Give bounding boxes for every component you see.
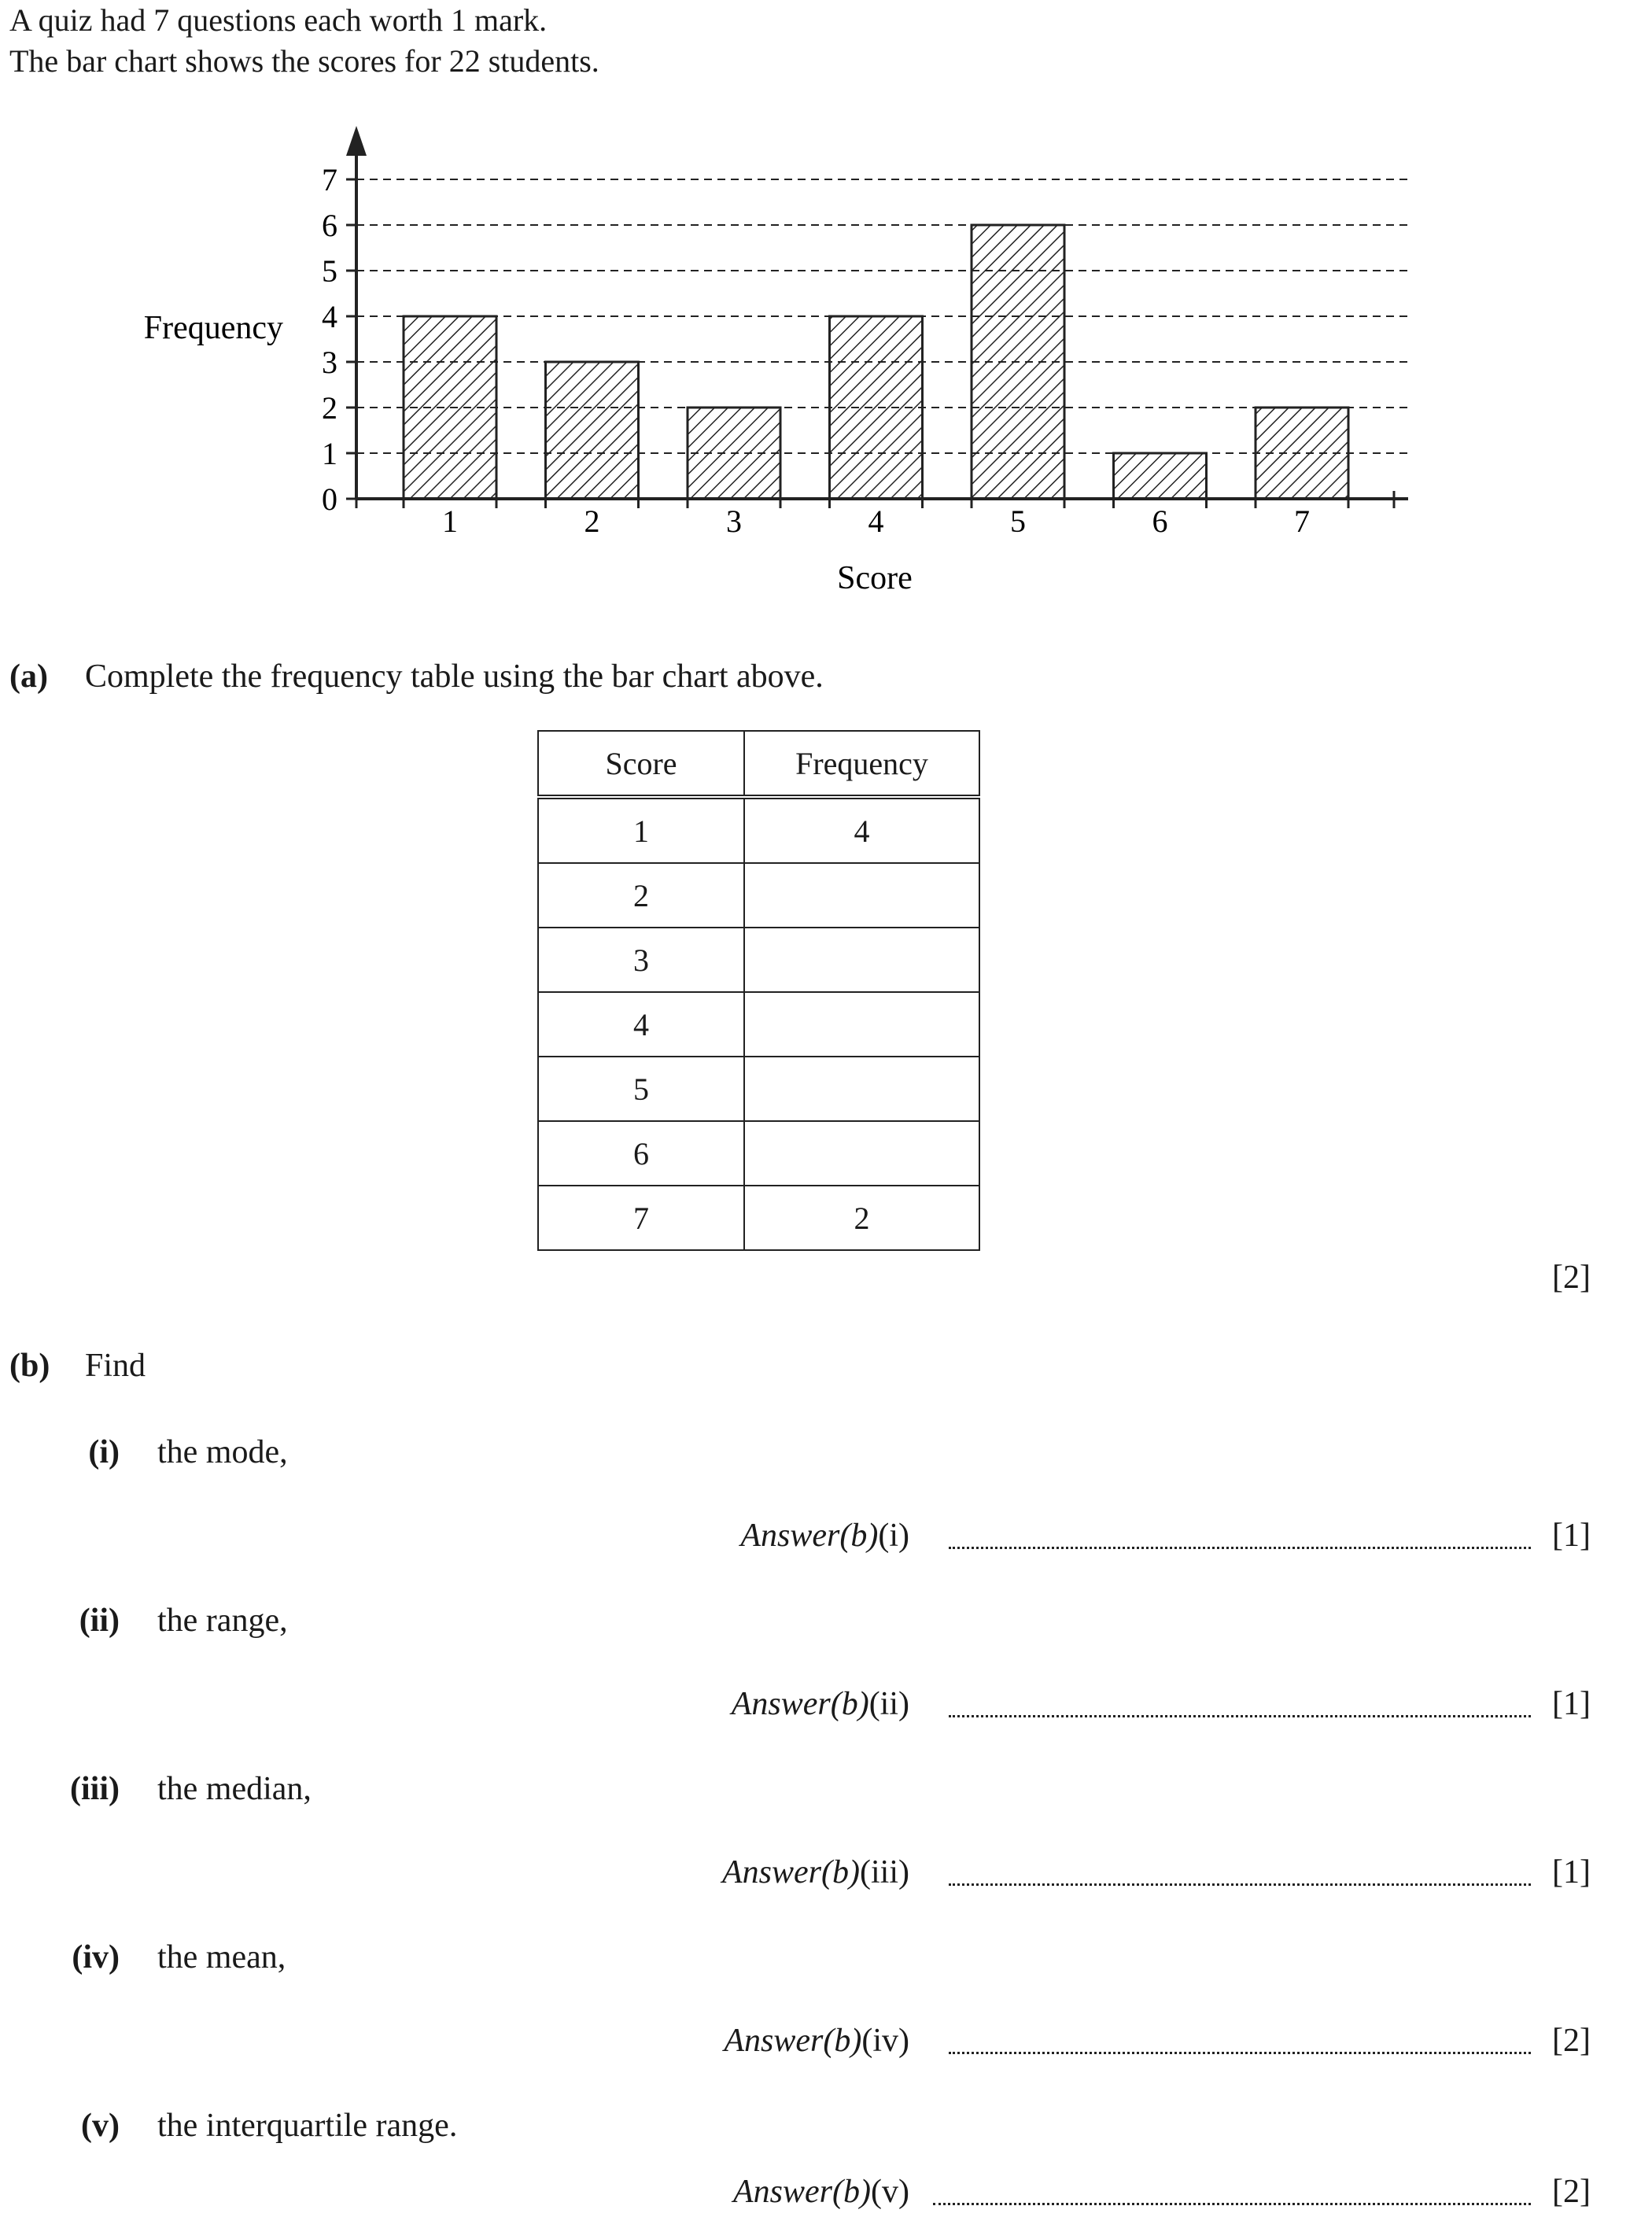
- part-a-text: Complete the frequency table using the bar chart above.: [85, 658, 824, 695]
- x-tick-label: 4: [868, 504, 884, 539]
- part-a-label: (a): [9, 658, 48, 695]
- x-tick-label: 5: [1010, 504, 1026, 539]
- subpart-iv-label: (iv): [72, 1939, 120, 1975]
- table-row: [538, 1057, 979, 1121]
- table-header-frequency: Frequency: [744, 731, 979, 797]
- subpart-i-label: (i): [88, 1434, 120, 1470]
- table-cell-frequency[interactable]: [744, 863, 979, 928]
- intro-line-1: A quiz had 7 questions each worth 1 mark.: [9, 2, 548, 38]
- answer-field-ii[interactable]: [949, 1715, 1531, 1717]
- x-tick-label: 2: [584, 504, 600, 539]
- table-row: [538, 863, 979, 928]
- bar: [546, 362, 639, 499]
- table-cell-frequency[interactable]: [744, 992, 979, 1057]
- table-cell-score: 1: [538, 797, 744, 863]
- y-tick-label: 0: [322, 481, 337, 517]
- table-header-row: [538, 731, 979, 797]
- answer-label-iv: Answer(b)(iv): [724, 2023, 909, 2059]
- marks-iii: [1]: [1552, 1854, 1591, 1891]
- table-row: [538, 992, 979, 1057]
- bar: [688, 408, 780, 499]
- answer-field-iv[interactable]: [949, 2052, 1531, 2054]
- subpart-iii-label: (iii): [70, 1771, 120, 1807]
- bar: [1256, 408, 1348, 499]
- marks-v: [2]: [1552, 2174, 1591, 2210]
- bar: [1114, 453, 1207, 499]
- table-cell-score: 4: [538, 992, 744, 1057]
- x-tick-label: 6: [1152, 504, 1168, 539]
- table-cell-score: 5: [538, 1057, 744, 1121]
- y-tick-label: 4: [322, 299, 337, 334]
- y-tick-label: 6: [322, 208, 337, 243]
- subpart-iv-text: the mean,: [157, 1939, 286, 1975]
- bar: [830, 316, 923, 499]
- marks-i: [1]: [1552, 1518, 1591, 1554]
- answer-label-ii: Answer(b)(ii): [731, 1686, 909, 1722]
- table-row: [538, 928, 979, 992]
- subpart-i-text: the mode,: [157, 1434, 288, 1470]
- bar: [404, 316, 496, 499]
- table-cell-score: 2: [538, 863, 744, 928]
- answer-label-v: Answer(b)(v): [733, 2174, 909, 2210]
- answer-field-v[interactable]: [933, 2203, 1531, 2205]
- table-cell-frequency[interactable]: [744, 1057, 979, 1121]
- y-axis-label: Frequency: [143, 310, 283, 346]
- part-a-marks: [2]: [1552, 1260, 1591, 1296]
- subpart-v-text: the interquartile range.: [157, 2108, 458, 2144]
- part-b-label: (b): [9, 1348, 50, 1384]
- table-cell-frequency[interactable]: 2: [744, 1186, 979, 1250]
- x-tick-label: 3: [726, 504, 742, 539]
- subpart-v-label: (v): [81, 2108, 120, 2144]
- marks-ii: [1]: [1552, 1686, 1591, 1722]
- x-tick-label: 1: [442, 504, 458, 539]
- answer-field-iii[interactable]: [949, 1883, 1531, 1886]
- y-axis-arrow: [346, 126, 367, 156]
- subpart-ii-text: the range,: [157, 1603, 288, 1639]
- table-row: [538, 797, 979, 863]
- x-tick-label: 7: [1294, 504, 1310, 539]
- frequency-table: [537, 730, 980, 1251]
- y-tick-label: 1: [322, 436, 337, 471]
- answer-label-i: Answer(b)(i): [740, 1518, 909, 1554]
- intro-line-2: The bar chart shows the scores for 22 students.: [9, 43, 599, 79]
- y-tick-label: 5: [322, 253, 337, 289]
- bar-chart: [0, 0, 1652, 614]
- table-row: [538, 1121, 979, 1186]
- table-cell-frequency[interactable]: [744, 928, 979, 992]
- table-cell-frequency[interactable]: [744, 1121, 979, 1186]
- answer-field-i[interactable]: [949, 1547, 1531, 1549]
- marks-iv: [2]: [1552, 2023, 1591, 2059]
- bar: [972, 225, 1064, 499]
- table-cell-score: 6: [538, 1121, 744, 1186]
- answer-label-iii: Answer(b)(iii): [722, 1854, 909, 1891]
- subpart-iii-text: the median,: [157, 1771, 312, 1807]
- table-cell-score: 3: [538, 928, 744, 992]
- y-tick-label: 7: [322, 162, 337, 197]
- y-tick-label: 2: [322, 390, 337, 426]
- table-header-score: Score: [538, 731, 744, 797]
- table-row: [538, 1186, 979, 1250]
- subpart-ii-label: (ii): [79, 1603, 120, 1639]
- y-tick-label: 3: [322, 345, 337, 380]
- x-axis-label: Score: [837, 560, 913, 596]
- table-cell-score: 7: [538, 1186, 744, 1250]
- part-b-text: Find: [85, 1348, 146, 1384]
- table-cell-frequency[interactable]: 4: [744, 797, 979, 863]
